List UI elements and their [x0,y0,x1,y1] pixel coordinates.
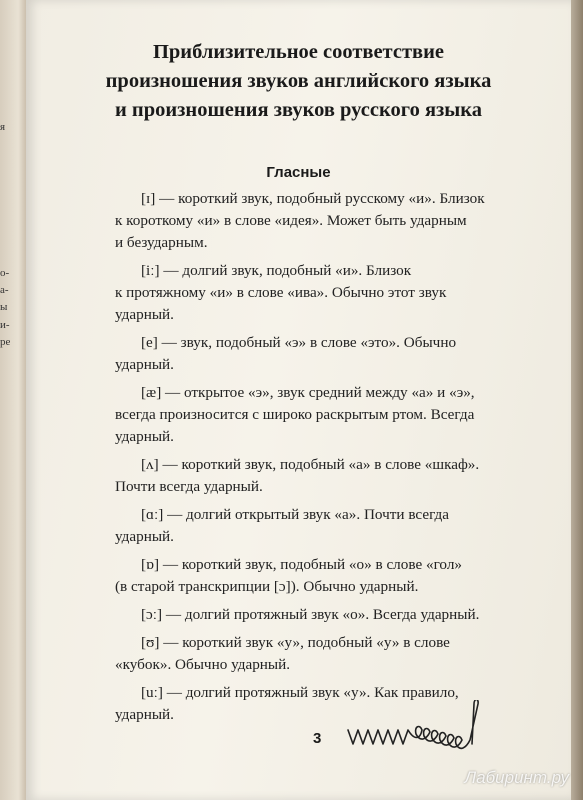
entry-line: ударный. [115,356,174,373]
entry-line: [ɒ] — короткий звук, подобный «о» в слове «гол» [141,556,462,573]
entry-line: (в старой транскрипции [ɔ]). Обычно ударный. [115,578,419,595]
entry-line: к короткому «и» в слове «идея». Может быть ударным [115,212,467,229]
page-title [26,38,571,125]
page-stack-edge [571,0,583,800]
entry-line: всегда произносится с широко раскрытым ртом. Всегда [115,406,475,423]
entry-line: [æ] — открытое «э», звук средний между «а» и «э», [141,384,475,401]
entry-line: и безударным. [115,234,208,251]
adjacent-page-fragment: я [0,121,6,133]
vowel-entry [115,332,555,376]
adjacent-page-fragment: и- [0,319,10,331]
entry-line: [ʌ] — короткий звук, подобный «а» в слове «шкаф». [141,456,480,473]
vowel-list [115,188,555,732]
book-page [26,0,571,800]
title-line: и произношения звуков русского языка [114,99,483,121]
adjacent-page-edge [0,0,26,800]
entry-line: ударный. [115,428,174,445]
entry-line: к протяжному «и» в слове «ива». Обычно этот звук [115,284,447,301]
entry-line: ударный. [115,706,174,723]
vowel-entry [115,454,555,498]
vowel-entry [115,382,555,448]
entry-line: [e] — звук, подобный «э» в слове «это». Обычно [141,334,457,351]
adjacent-page-fragment: ре [0,336,11,348]
entry-line: [uː] — долгий протяжный звук «у». Как правило, [141,684,459,701]
page-number: 3 [313,730,322,747]
entry-line: [ʊ] — короткий звук «у», подобный «у» в слове [141,634,450,651]
entry-line: [ɔː] — долгий протяжный звук «о». Всегда ударный. [141,606,480,623]
adjacent-page-fragment: а- [0,284,9,296]
entry-line: «кубок». Обычно ударный. [115,656,291,673]
vowel-entry [115,504,555,548]
section-heading: Гласные [266,164,331,181]
entry-line: [ɪ] — короткий звук, подобный русскому «и». Близок [141,190,485,207]
title-line: Приблизительное соответствие [152,41,445,63]
adjacent-page-fragment: ы [0,301,8,313]
entry-line: ударный. [115,306,174,323]
decorative-squiggle-icon [342,700,562,760]
vowel-entry [115,260,555,326]
vowel-entry [115,554,555,598]
adjacent-page-fragment: о- [0,267,10,279]
entry-line: Почти всегда ударный. [115,478,263,495]
entry-line: [iː] — долгий звук, подобный «и». Близок [141,262,412,279]
watermark-logo: Лабиринт.ру [464,768,569,787]
vowel-entry [115,604,555,626]
vowel-entry [115,632,555,676]
entry-line: ударный. [115,528,174,545]
entry-line: [ɑː] — долгий открытый звук «а». Почти всегда [141,506,450,523]
title-line: произношения звуков английского языка [105,70,492,92]
vowel-entry [115,188,555,254]
